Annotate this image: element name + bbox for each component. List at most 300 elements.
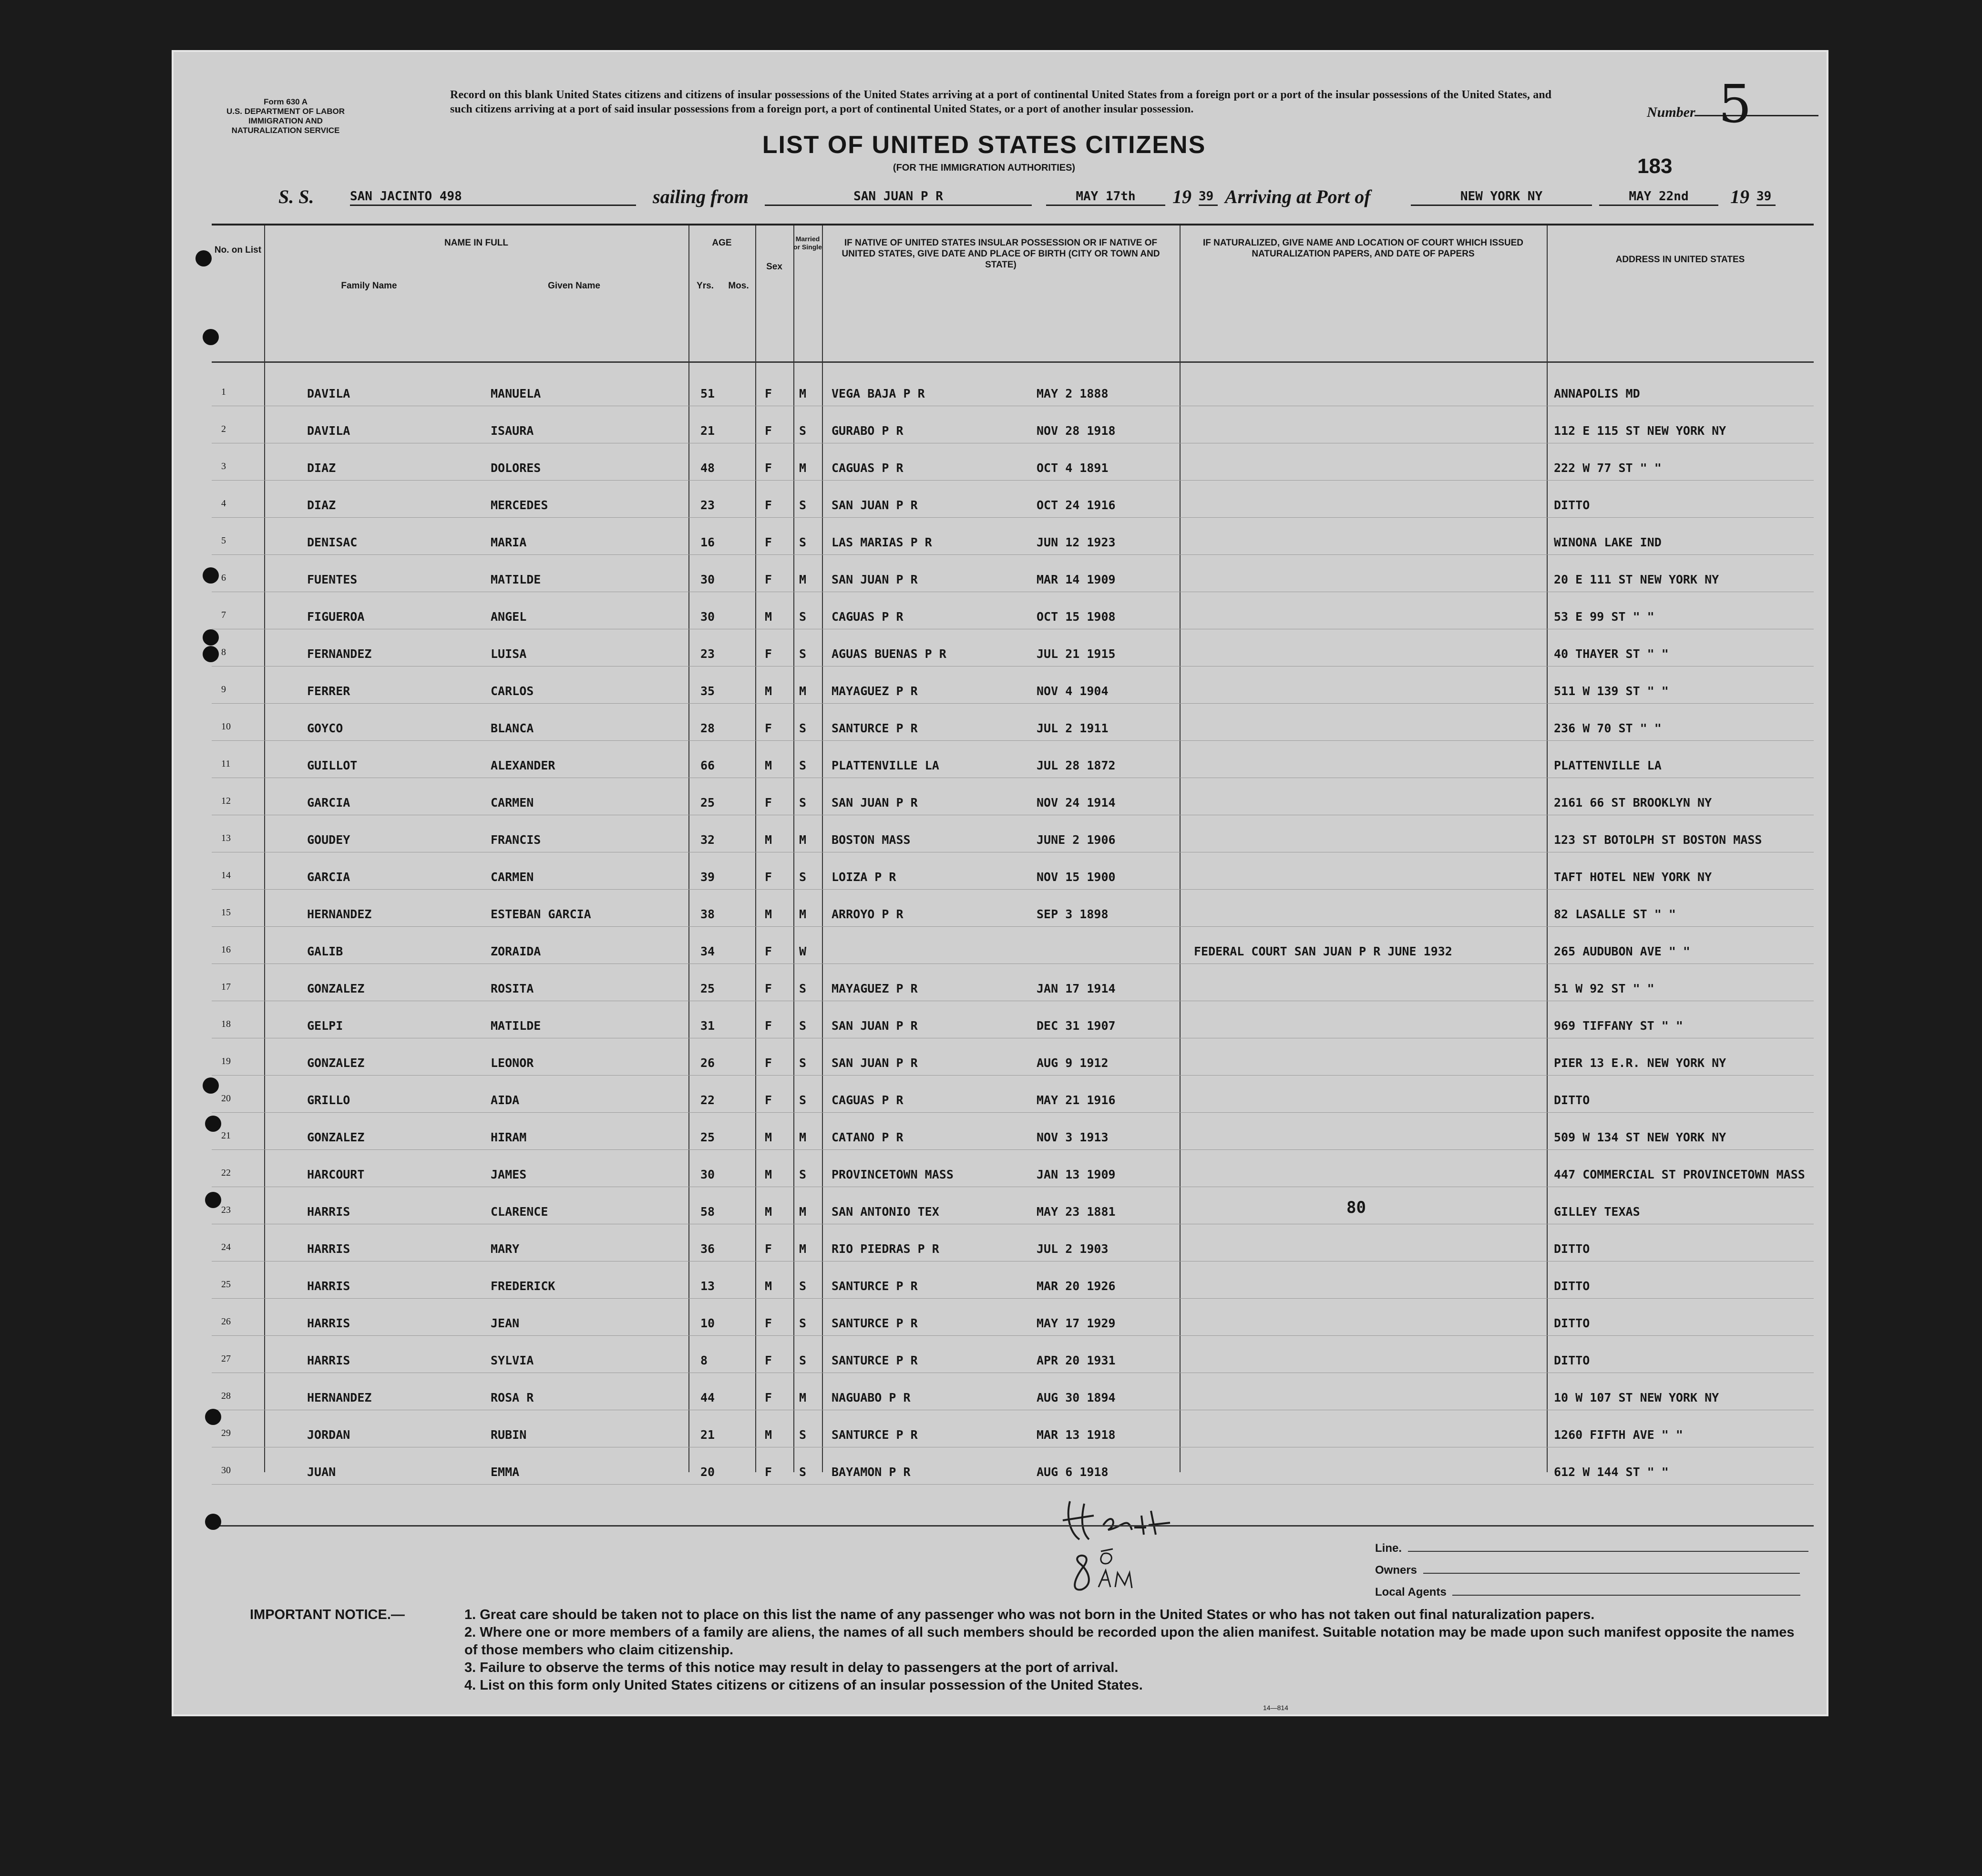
birth-place: MAYAGUEZ P R [832, 684, 918, 698]
age-years: 23 [700, 647, 715, 661]
birth-date: OCT 24 1916 [1037, 498, 1116, 512]
sex: M [765, 1130, 772, 1144]
marital-status: M [799, 573, 807, 586]
manifest-sheet [172, 50, 1828, 1716]
us-address: 1260 FIFTH AVE " " [1554, 1428, 1683, 1442]
row-number: 3 [221, 461, 226, 472]
sex: F [765, 1242, 772, 1256]
birth-date: OCT 15 1908 [1037, 610, 1116, 624]
birth-date: NOV 3 1913 [1037, 1130, 1109, 1144]
family-name: FERNANDEZ [307, 647, 372, 661]
birth-date: JAN 13 1909 [1037, 1168, 1116, 1181]
age-years: 8 [700, 1353, 708, 1367]
row-number: 12 [221, 796, 231, 806]
birth-date: JAN 17 1914 [1037, 982, 1116, 995]
given-name: MATILDE [491, 573, 541, 586]
row-number: 21 [221, 1130, 231, 1141]
header-sex: Sex [766, 262, 782, 272]
print-code: 14—814 [1263, 1704, 1288, 1712]
form-instructions: Record on this blank United States citizens and citizens of insular possessions of the United States arriving at a port of continental United States from a foreign port or a port of the insular possessions of the United States, and such citizens arriving at a port of said insular possessions from a foreign port, a port of continental United States, or a port of another insular possession. [450, 89, 1551, 115]
us-address: 40 THAYER ST " " [1554, 647, 1669, 661]
family-name: GARCIA [307, 870, 350, 884]
us-address: 2161 66 ST BROOKLYN NY [1554, 796, 1712, 810]
row-number: 20 [221, 1093, 231, 1104]
row-number: 13 [221, 833, 231, 843]
row-number: 25 [221, 1279, 231, 1290]
family-name: HARRIS [307, 1279, 350, 1293]
given-name: RUBIN [491, 1428, 527, 1442]
us-address: 82 LASALLE ST " " [1554, 907, 1676, 921]
table-row [212, 1335, 1814, 1373]
birth-date: DEC 31 1907 [1037, 1019, 1116, 1033]
age-years: 51 [700, 387, 715, 400]
sex: F [765, 796, 772, 810]
age-years: 21 [700, 1428, 715, 1442]
birth-date: AUG 30 1894 [1037, 1391, 1116, 1404]
birth-date: MAY 2 1888 [1037, 387, 1109, 400]
us-address: 511 W 139 ST " " [1554, 684, 1669, 698]
marital-status: S [799, 1093, 807, 1107]
header-mos: Mos. [728, 281, 749, 291]
binder-hole [203, 1077, 219, 1094]
table-row [212, 1261, 1814, 1299]
age-years: 30 [700, 1168, 715, 1181]
birth-date: OCT 4 1891 [1037, 461, 1109, 475]
passenger-table [212, 224, 1814, 1479]
given-name: MATILDE [491, 1019, 541, 1033]
us-address: ANNAPOLIS MD [1554, 387, 1640, 400]
sex: M [765, 907, 772, 921]
given-name: JAMES [491, 1168, 527, 1181]
family-name: GONZALEZ [307, 982, 365, 995]
given-name: ALEXANDER [491, 759, 555, 772]
us-address: 20 E 111 ST NEW YORK NY [1554, 573, 1719, 586]
birth-place: ARROYO P R [832, 907, 904, 921]
us-address: DITTO [1554, 1093, 1590, 1107]
family-name: DIAZ [307, 461, 336, 475]
row-number: 15 [221, 907, 231, 918]
sex: F [765, 1316, 772, 1330]
us-address: GILLEY TEXAS [1554, 1205, 1640, 1219]
binder-hole [203, 329, 219, 345]
table-row [212, 1224, 1814, 1261]
given-name: BLANCA [491, 721, 534, 735]
row-number: 22 [221, 1168, 231, 1178]
header-name: NAME IN FULL [444, 238, 509, 248]
birth-date: JUL 2 1911 [1037, 721, 1109, 735]
binder-hole [205, 1192, 221, 1208]
age-years: 26 [700, 1056, 715, 1070]
sex: F [765, 424, 772, 438]
header-age: AGE [712, 238, 732, 248]
table-row [212, 443, 1814, 481]
family-name: HERNANDEZ [307, 1391, 372, 1404]
stray-mark: 80 [1346, 1198, 1366, 1217]
sailing-year-prefix: 19 [1172, 186, 1191, 207]
given-name: ROSA R [491, 1391, 534, 1404]
family-name: HARRIS [307, 1205, 350, 1219]
birth-date: SEP 3 1898 [1037, 907, 1109, 921]
given-name: ISAURA [491, 424, 534, 438]
us-address: 112 E 115 ST NEW YORK NY [1554, 424, 1726, 438]
age-years: 32 [700, 833, 715, 847]
page-title: LIST OF UNITED STATES CITIZENS [762, 131, 1206, 159]
header-address: ADDRESS IN UNITED STATES [1615, 255, 1745, 265]
marital-status: S [799, 721, 807, 735]
page-number: 183 [1637, 154, 1673, 178]
us-address: 51 W 92 ST " " [1554, 982, 1654, 995]
marital-status: S [799, 498, 807, 512]
header-yrs: Yrs. [697, 281, 714, 291]
age-years: 58 [700, 1205, 715, 1219]
marital-status: S [799, 1353, 807, 1367]
marital-status: S [799, 1428, 807, 1442]
birth-place: SANTURCE P R [832, 1353, 918, 1367]
form-identifier [207, 97, 364, 135]
voyage-line [278, 185, 1809, 214]
sex: M [765, 833, 772, 847]
birth-date: AUG 9 1912 [1037, 1056, 1109, 1070]
given-name: CARMEN [491, 870, 534, 884]
birth-date: JUN 12 1923 [1037, 535, 1116, 549]
row-number: 27 [221, 1353, 231, 1364]
notice-item-2: 2. Where one or more members of a family are aliens, the names of all such members should be recorded upon the alien manifest. Suitable notation may be made upon such manifest opposite the names of those members who claim citizenship. [464, 1625, 1795, 1658]
birth-place: LOIZA P R [832, 870, 896, 884]
age-years: 20 [700, 1465, 715, 1479]
form-number: Form 630 A [264, 97, 308, 106]
header-family: Family Name [341, 281, 397, 291]
birth-place: SAN JUAN P R [832, 1019, 918, 1033]
family-name: FERRER [307, 684, 350, 698]
table-row [212, 1187, 1814, 1224]
sex: F [765, 870, 772, 884]
notice-item-1: 1. Great care should be taken not to place on this list the name of any passenger who was not born in the United States or who has not taken out final naturalization papers. [464, 1607, 1595, 1622]
marital-status: M [799, 1391, 807, 1404]
birth-place: VEGA BAJA P R [832, 387, 925, 400]
marital-status: M [799, 684, 807, 698]
us-address: PLATTENVILLE LA [1554, 759, 1662, 772]
agents-block: Line. Owners Local Agents [1375, 1542, 1808, 1608]
sex: F [765, 944, 772, 958]
birth-place: BOSTON MASS [832, 833, 911, 847]
age-years: 66 [700, 759, 715, 772]
table-row [212, 926, 1814, 964]
sex: M [765, 610, 772, 624]
row-number: 10 [221, 721, 231, 732]
sailing-year: 39 [1199, 189, 1218, 206]
sex: M [765, 1205, 772, 1219]
row-number: 29 [221, 1428, 231, 1438]
table-row [212, 740, 1814, 778]
given-name: ESTEBAN GARCIA [491, 907, 591, 921]
birth-place: SANTURCE P R [832, 1279, 918, 1293]
table-row [212, 406, 1814, 443]
table-row [212, 1001, 1814, 1038]
departure-port: SAN JUAN P R [765, 189, 1032, 206]
birth-place: CAGUAS P R [832, 1093, 904, 1107]
line-label: Line [1375, 1542, 1399, 1555]
family-name: FUENTES [307, 573, 358, 586]
table-row [212, 778, 1814, 815]
marital-status: W [799, 944, 807, 958]
arrival-year: 39 [1756, 189, 1776, 206]
age-years: 48 [700, 461, 715, 475]
us-address: 123 ST BOTOLPH ST BOSTON MASS [1554, 833, 1762, 847]
table-row [212, 1038, 1814, 1076]
birth-place: SAN JUAN P R [832, 1056, 918, 1070]
age-years: 30 [700, 573, 715, 586]
table-row [212, 629, 1814, 666]
birth-place: CATANO P R [832, 1130, 904, 1144]
birth-date: MAR 20 1926 [1037, 1279, 1116, 1293]
birth-date: JUL 21 1915 [1037, 647, 1116, 661]
birth-place: SAN ANTONIO TEX [832, 1205, 939, 1219]
row-number: 7 [221, 610, 226, 620]
age-years: 44 [700, 1391, 715, 1404]
family-name: DIAZ [307, 498, 336, 512]
row-number: 30 [221, 1465, 231, 1476]
birth-date: APR 20 1931 [1037, 1353, 1116, 1367]
sex: F [765, 387, 772, 400]
given-name: SYLVIA [491, 1353, 534, 1367]
marital-status: M [799, 1130, 807, 1144]
line-blank [1408, 1551, 1808, 1552]
birth-place: PLATTENVILLE LA [832, 759, 939, 772]
given-name: MANUELA [491, 387, 541, 400]
number-underline [1694, 115, 1818, 116]
page-subtitle: (FOR THE IMMIGRATION AUTHORITIES) [893, 163, 1076, 173]
marital-status: M [799, 461, 807, 475]
table-row [212, 889, 1814, 927]
us-address: WINONA LAKE IND [1554, 535, 1662, 549]
age-years: 25 [700, 796, 715, 810]
notice-item-3: 3. Failure to observe the terms of this notice may result in delay to passengers at the port of arrival. [464, 1660, 1119, 1675]
naturalization-court: FEDERAL COURT SAN JUAN P R JUNE 1932 [1194, 944, 1452, 958]
clerk-signature [1051, 1482, 1242, 1606]
marital-status: M [799, 1242, 807, 1256]
age-years: 36 [700, 1242, 715, 1256]
binder-hole [205, 1514, 221, 1530]
arrival-port: NEW YORK NY [1411, 189, 1592, 206]
marital-status: S [799, 870, 807, 884]
age-years: 35 [700, 684, 715, 698]
table-row [212, 517, 1814, 555]
birth-date: MAR 13 1918 [1037, 1428, 1116, 1442]
row-number: 24 [221, 1242, 231, 1252]
binder-hole [205, 1409, 221, 1425]
sex: F [765, 1093, 772, 1107]
sex: M [765, 1279, 772, 1293]
ship-name: SAN JACINTO 498 [350, 189, 636, 206]
given-name: HIRAM [491, 1130, 527, 1144]
given-name: MARY [491, 1242, 520, 1256]
sex: M [765, 684, 772, 698]
table-row [212, 1112, 1814, 1150]
table-row [212, 1447, 1814, 1485]
us-address: DITTO [1554, 1279, 1590, 1293]
birth-date: JUL 2 1903 [1037, 1242, 1109, 1256]
us-address: PIER 13 E.R. NEW YORK NY [1554, 1056, 1726, 1070]
age-years: 38 [700, 907, 715, 921]
row-number: 26 [221, 1316, 231, 1327]
given-name: FRANCIS [491, 833, 541, 847]
birth-place: CAGUAS P R [832, 461, 904, 475]
marital-status: S [799, 1168, 807, 1181]
us-address: 612 W 144 ST " " [1554, 1465, 1669, 1479]
sex: F [765, 498, 772, 512]
table-row [212, 1149, 1814, 1187]
family-name: HARRIS [307, 1353, 350, 1367]
table-row [212, 369, 1814, 406]
age-years: 16 [700, 535, 715, 549]
table-row [212, 592, 1814, 629]
family-name: GUILLOT [307, 759, 358, 772]
sex: M [765, 759, 772, 772]
birth-place: AGUAS BUENAS P R [832, 647, 946, 661]
notice-item-4: 4. List on this form only United States citizens or citizens of an insular possession of the United States. [464, 1678, 1143, 1693]
us-address: DITTO [1554, 498, 1590, 512]
header-naturalized: IF NATURALIZED, GIVE NAME AND LOCATION OF COURT WHICH ISSUED NATURALIZATION PAPERS, AND DATE OF PAPERS [1202, 238, 1523, 259]
age-years: 28 [700, 721, 715, 735]
marital-status: S [799, 1279, 807, 1293]
given-name: LEONOR [491, 1056, 534, 1070]
row-number: 16 [221, 944, 231, 955]
marital-status: S [799, 1056, 807, 1070]
header-married-single: Married or Single [793, 235, 822, 251]
header-birth: IF NATIVE OF UNITED STATES INSULAR POSSESSION OR IF NATIVE OF UNITED STATES, GIVE DATE AND PLACE OF BIRTH (CITY OR TOWN AND STATE) [842, 238, 1160, 270]
birth-date: MAR 14 1909 [1037, 573, 1116, 586]
birth-place: SAN JUAN P R [832, 498, 918, 512]
marital-status: M [799, 387, 807, 400]
sex: F [765, 721, 772, 735]
family-name: GELPI [307, 1019, 343, 1033]
family-name: JORDAN [307, 1428, 350, 1442]
age-years: 23 [700, 498, 715, 512]
department-name: U.S. DEPARTMENT OF LABOR [226, 107, 345, 116]
birth-place: SANTURCE P R [832, 1428, 918, 1442]
binder-hole [203, 567, 219, 584]
local-agents-blank [1452, 1595, 1800, 1596]
row-number: 6 [221, 573, 226, 583]
given-name: LUISA [491, 647, 527, 661]
binder-hole [205, 1116, 221, 1132]
birth-date: JUNE 2 1906 [1037, 833, 1116, 847]
list-number: 5 [1718, 73, 1752, 134]
family-name: GALIB [307, 944, 343, 958]
marital-status: S [799, 796, 807, 810]
table-row [212, 964, 1814, 1001]
sex: F [765, 573, 772, 586]
family-name: GRILLO [307, 1093, 350, 1107]
given-name: MARIA [491, 535, 527, 549]
family-name: HARRIS [307, 1242, 350, 1256]
birth-date: JUL 28 1872 [1037, 759, 1116, 772]
sex: F [765, 1019, 772, 1033]
table-row [212, 1373, 1814, 1410]
birth-date: NOV 28 1918 [1037, 424, 1116, 438]
birth-place: SAN JUAN P R [832, 796, 918, 810]
row-number: 9 [221, 684, 226, 695]
given-name: AIDA [491, 1093, 520, 1107]
given-name: CARLOS [491, 684, 534, 698]
age-years: 25 [700, 1130, 715, 1144]
sex: F [765, 647, 772, 661]
birth-date: NOV 15 1900 [1037, 870, 1116, 884]
sailing-label: sailing from [653, 186, 749, 207]
table-row [212, 480, 1814, 518]
marital-status: S [799, 424, 807, 438]
us-address: 53 E 99 ST " " [1554, 610, 1654, 624]
family-name: DAVILA [307, 387, 350, 400]
binder-hole [203, 646, 219, 662]
sex: F [765, 1353, 772, 1367]
table-row [212, 815, 1814, 852]
given-name: JEAN [491, 1316, 520, 1330]
given-name: DOLORES [491, 461, 541, 475]
family-name: GONZALEZ [307, 1056, 365, 1070]
birth-date: MAY 23 1881 [1037, 1205, 1116, 1219]
owners-label: Owners [1375, 1564, 1417, 1577]
row-number: 14 [221, 870, 231, 881]
marital-status: M [799, 833, 807, 847]
age-years: 34 [700, 944, 715, 958]
family-name: FIGUEROA [307, 610, 365, 624]
header-given: Given Name [548, 281, 600, 291]
family-name: HARCOURT [307, 1168, 365, 1181]
row-number: 1 [221, 387, 226, 397]
birth-place: MAYAGUEZ P R [832, 982, 918, 995]
arrival-year-prefix: 19 [1730, 186, 1749, 207]
binder-hole [203, 629, 219, 646]
family-name: DENISAC [307, 535, 358, 549]
us-address: DITTO [1554, 1316, 1590, 1330]
us-address: DITTO [1554, 1353, 1590, 1367]
family-name: GONZALEZ [307, 1130, 365, 1144]
given-name: MERCEDES [491, 498, 548, 512]
row-number: 23 [221, 1205, 231, 1215]
family-name: JUAN [307, 1465, 336, 1479]
birth-place: GURABO P R [832, 424, 904, 438]
row-number: 2 [221, 424, 226, 434]
birth-date: MAY 17 1929 [1037, 1316, 1116, 1330]
birth-place: SANTURCE P R [832, 1316, 918, 1330]
age-years: 30 [700, 610, 715, 624]
birth-date: AUG 6 1918 [1037, 1465, 1109, 1479]
sailing-date: MAY 17th [1046, 189, 1165, 206]
family-name: GOUDEY [307, 833, 350, 847]
birth-place: SANTURCE P R [832, 721, 918, 735]
row-number: 4 [221, 498, 226, 509]
given-name: CLARENCE [491, 1205, 548, 1219]
birth-place: CAGUAS P R [832, 610, 904, 624]
birth-place: BAYAMON P R [832, 1465, 911, 1479]
age-years: 13 [700, 1279, 715, 1293]
us-address: 265 AUDUBON AVE " " [1554, 944, 1690, 958]
table-row [212, 1410, 1814, 1447]
given-name: ROSITA [491, 982, 534, 995]
arrival-date: MAY 22nd [1599, 189, 1718, 206]
age-years: 10 [700, 1316, 715, 1330]
given-name: ANGEL [491, 610, 527, 624]
marital-status: S [799, 535, 807, 549]
service-name-line1: IMMIGRATION AND [248, 116, 323, 125]
marital-status: S [799, 1316, 807, 1330]
sex: F [765, 1465, 772, 1479]
row-number: 11 [221, 759, 231, 769]
age-years: 21 [700, 424, 715, 438]
table-bottom-rule [212, 1525, 1814, 1527]
marital-status: M [799, 907, 807, 921]
